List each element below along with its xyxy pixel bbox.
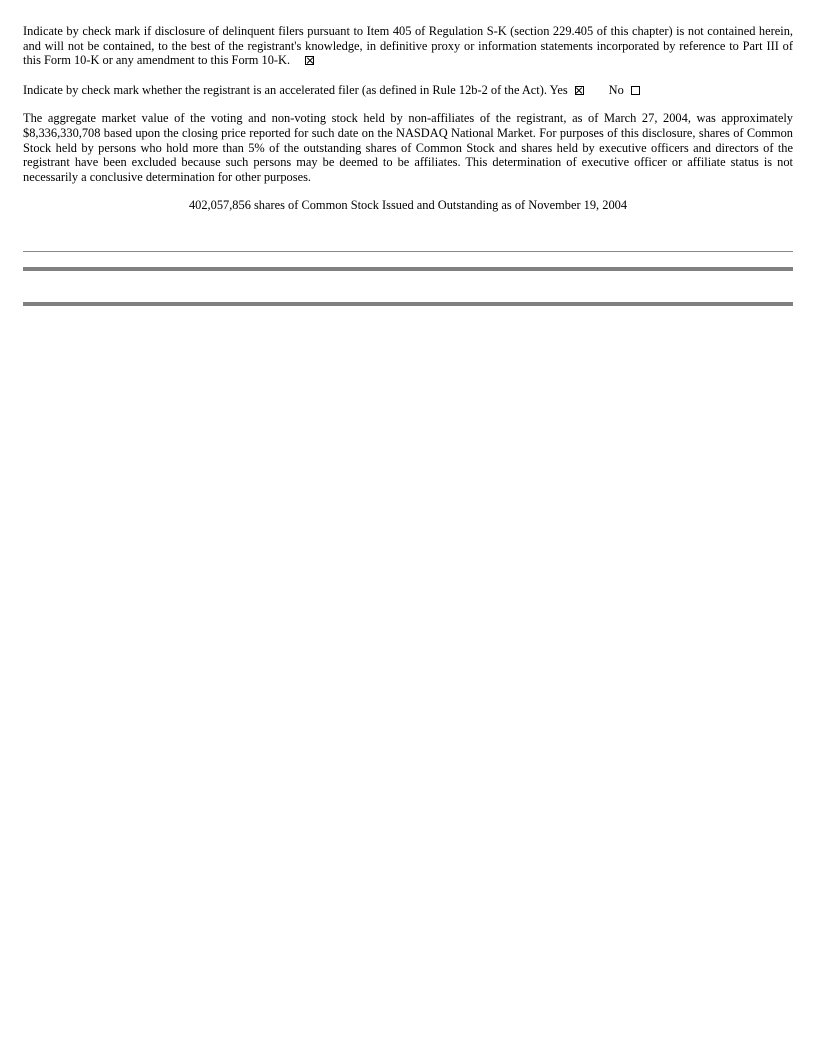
market-value-paragraph: The aggregate market value of the voting and non-voting stock held by non-affiliates of the registrant, as of March 27, 2004, was approximately $8,336,330,708 based upon the closing price reported for such date on the NASDAQ National Market. For purposes of this disclosure, shares of Common Stock held by persons who hold more than 5% of the outstanding shares of Common Stock and shares held by executive officers and directors of the registrant have been excluded because such persons may be deemed to be affiliates. This determination of executive officer or affiliate status is not necessarily a conclusive determination for other purposes. <box>23 111 793 184</box>
accelerated-filer-text: Indicate by check mark whether the registrant is an accelerated filer (as defined in Rule 12b-2 of the Act). <box>23 82 547 97</box>
accelerated-yes-checkbox[interactable] <box>575 86 584 95</box>
no-label: No <box>608 82 624 97</box>
thick-divider-top <box>23 267 793 271</box>
accelerated-filer-paragraph <box>23 83 793 98</box>
thin-divider <box>23 251 793 252</box>
delinquent-filers-paragraph <box>23 24 793 68</box>
delinquent-filers-text: Indicate by check mark if disclosure of delinquent filers pursuant to Item 405 of Regulation S-K (section 229.405 of this chapter) is not contained herein, and will not be contained, to the best of the registrant's knowledge, in definitive proxy or information statements incorporated by reference to Part III of this Form 10-K or any amendment to this Form 10-K. <box>23 24 793 68</box>
document-page <box>23 24 793 213</box>
shares-outstanding-line: 402,057,856 shares of Common Stock Issued and Outstanding as of November 19, 2004 <box>188 198 628 213</box>
yes-label: Yes <box>549 82 568 97</box>
delinquent-filers-checkbox[interactable] <box>305 56 314 65</box>
thick-divider-bottom <box>23 302 793 306</box>
accelerated-no-checkbox[interactable] <box>631 86 640 95</box>
